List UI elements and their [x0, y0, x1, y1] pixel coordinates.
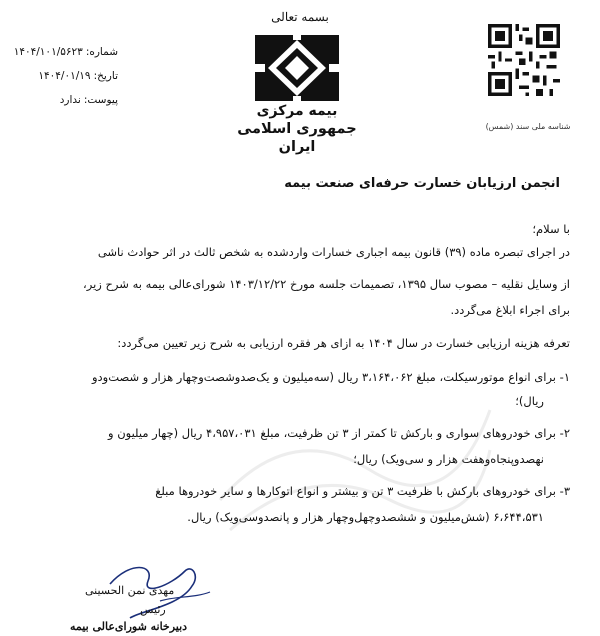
- signatory-title: رئیس: [140, 603, 166, 616]
- intro-line-1: در اجرای تبصره ماده (۳۹) قانون بیمه اجباری خسارات واردشده به شخص ثالث در اثر حوادث ناشی: [97, 245, 570, 259]
- letter-number: [14, 46, 118, 58]
- item-text: برای خودروهای بارکش با ظرفیت ۳ تن و بیشتر و انواع اتوکارها و سایر خودروها مبلغ: [155, 484, 556, 498]
- list-item: [25, 482, 570, 501]
- number-value: ۱۴۰۴/۱۰۱/۵۶۲۳: [13, 46, 83, 58]
- number-label: شماره:: [85, 46, 118, 58]
- tariff-intro: تعرفه هزینه ارزیابی خسارت در سال ۱۴۰۴ به ازای هر فقره ارزیابی به شرح زیر تعیین می‌گردد:: [117, 336, 570, 350]
- item-number: ۱-: [559, 370, 570, 384]
- signatory-office: دبیرخانه شورای‌عالی بیمه: [70, 620, 188, 633]
- organization-logo: [232, 34, 362, 156]
- list-item: [25, 424, 570, 443]
- list-item: [25, 368, 570, 387]
- qr-code-icon: [488, 24, 560, 96]
- item-number: ۲-: [559, 426, 570, 440]
- letter-date: [38, 70, 118, 82]
- item-number: ۳-: [559, 484, 570, 498]
- date-label: تاریخ:: [93, 70, 118, 82]
- intro-line-2: از وسایل نقلیه – مصوب سال ۱۳۹۵، تصمیمات جلسه مورخ ۱۴۰۳/۱۲/۲۲ شورای‌عالی بیمه به شرح زیر،: [83, 277, 570, 291]
- attachment-label: پیوست:: [83, 94, 118, 106]
- date-value: ۱۴۰۴/۰۱/۱۹: [38, 70, 91, 82]
- org-name-line2: جمهوری اسلامی ایران: [237, 121, 357, 155]
- bismillah: بسمه تعالی: [271, 10, 329, 24]
- item-continuation: ریال)؛: [515, 394, 544, 408]
- item-text: برای خودروهای سواری و بارکش تا کمتر از ۳ تن ظرفیت، مبلغ ۴،۹۵۷،۰۳۱ ریال (چهار میلیون و: [107, 426, 556, 440]
- qr-caption: شناسه ملی سند (شمس): [485, 122, 571, 131]
- recipient: انجمن ارزیابان خسارت حرفه‌ای صنعت بیمه: [284, 176, 560, 191]
- item-text: برای انواع موتورسیکلت، مبلغ ۳،۱۶۴،۰۶۲ ریال (سه‌میلیون و یک‌صدوشصت‌وچهار هزار و شصت‌ودو: [91, 370, 556, 384]
- greeting: با سلام؛: [532, 222, 570, 236]
- org-name-line1: بیمه مرکزی: [256, 103, 338, 119]
- letter-attachment: [60, 94, 118, 106]
- attachment-value: ندارد: [59, 94, 81, 106]
- item-continuation: ۶،۶۴۴،۵۳۱ (شش‌میلیون و ششصدوچهل‌وچهار هزار و پانصدوسی‌ویک) ریال.: [187, 510, 544, 524]
- item-continuation: نهصدوپنجاه‌وهفت هزار و سی‌ویک) ریال؛: [353, 452, 544, 466]
- intro-line-3: برای اجراء ابلاغ می‌گردد.: [450, 303, 570, 317]
- signatory-name: مهدی نمن الحسینی: [85, 584, 175, 597]
- logo-emblem-icon: [254, 34, 340, 102]
